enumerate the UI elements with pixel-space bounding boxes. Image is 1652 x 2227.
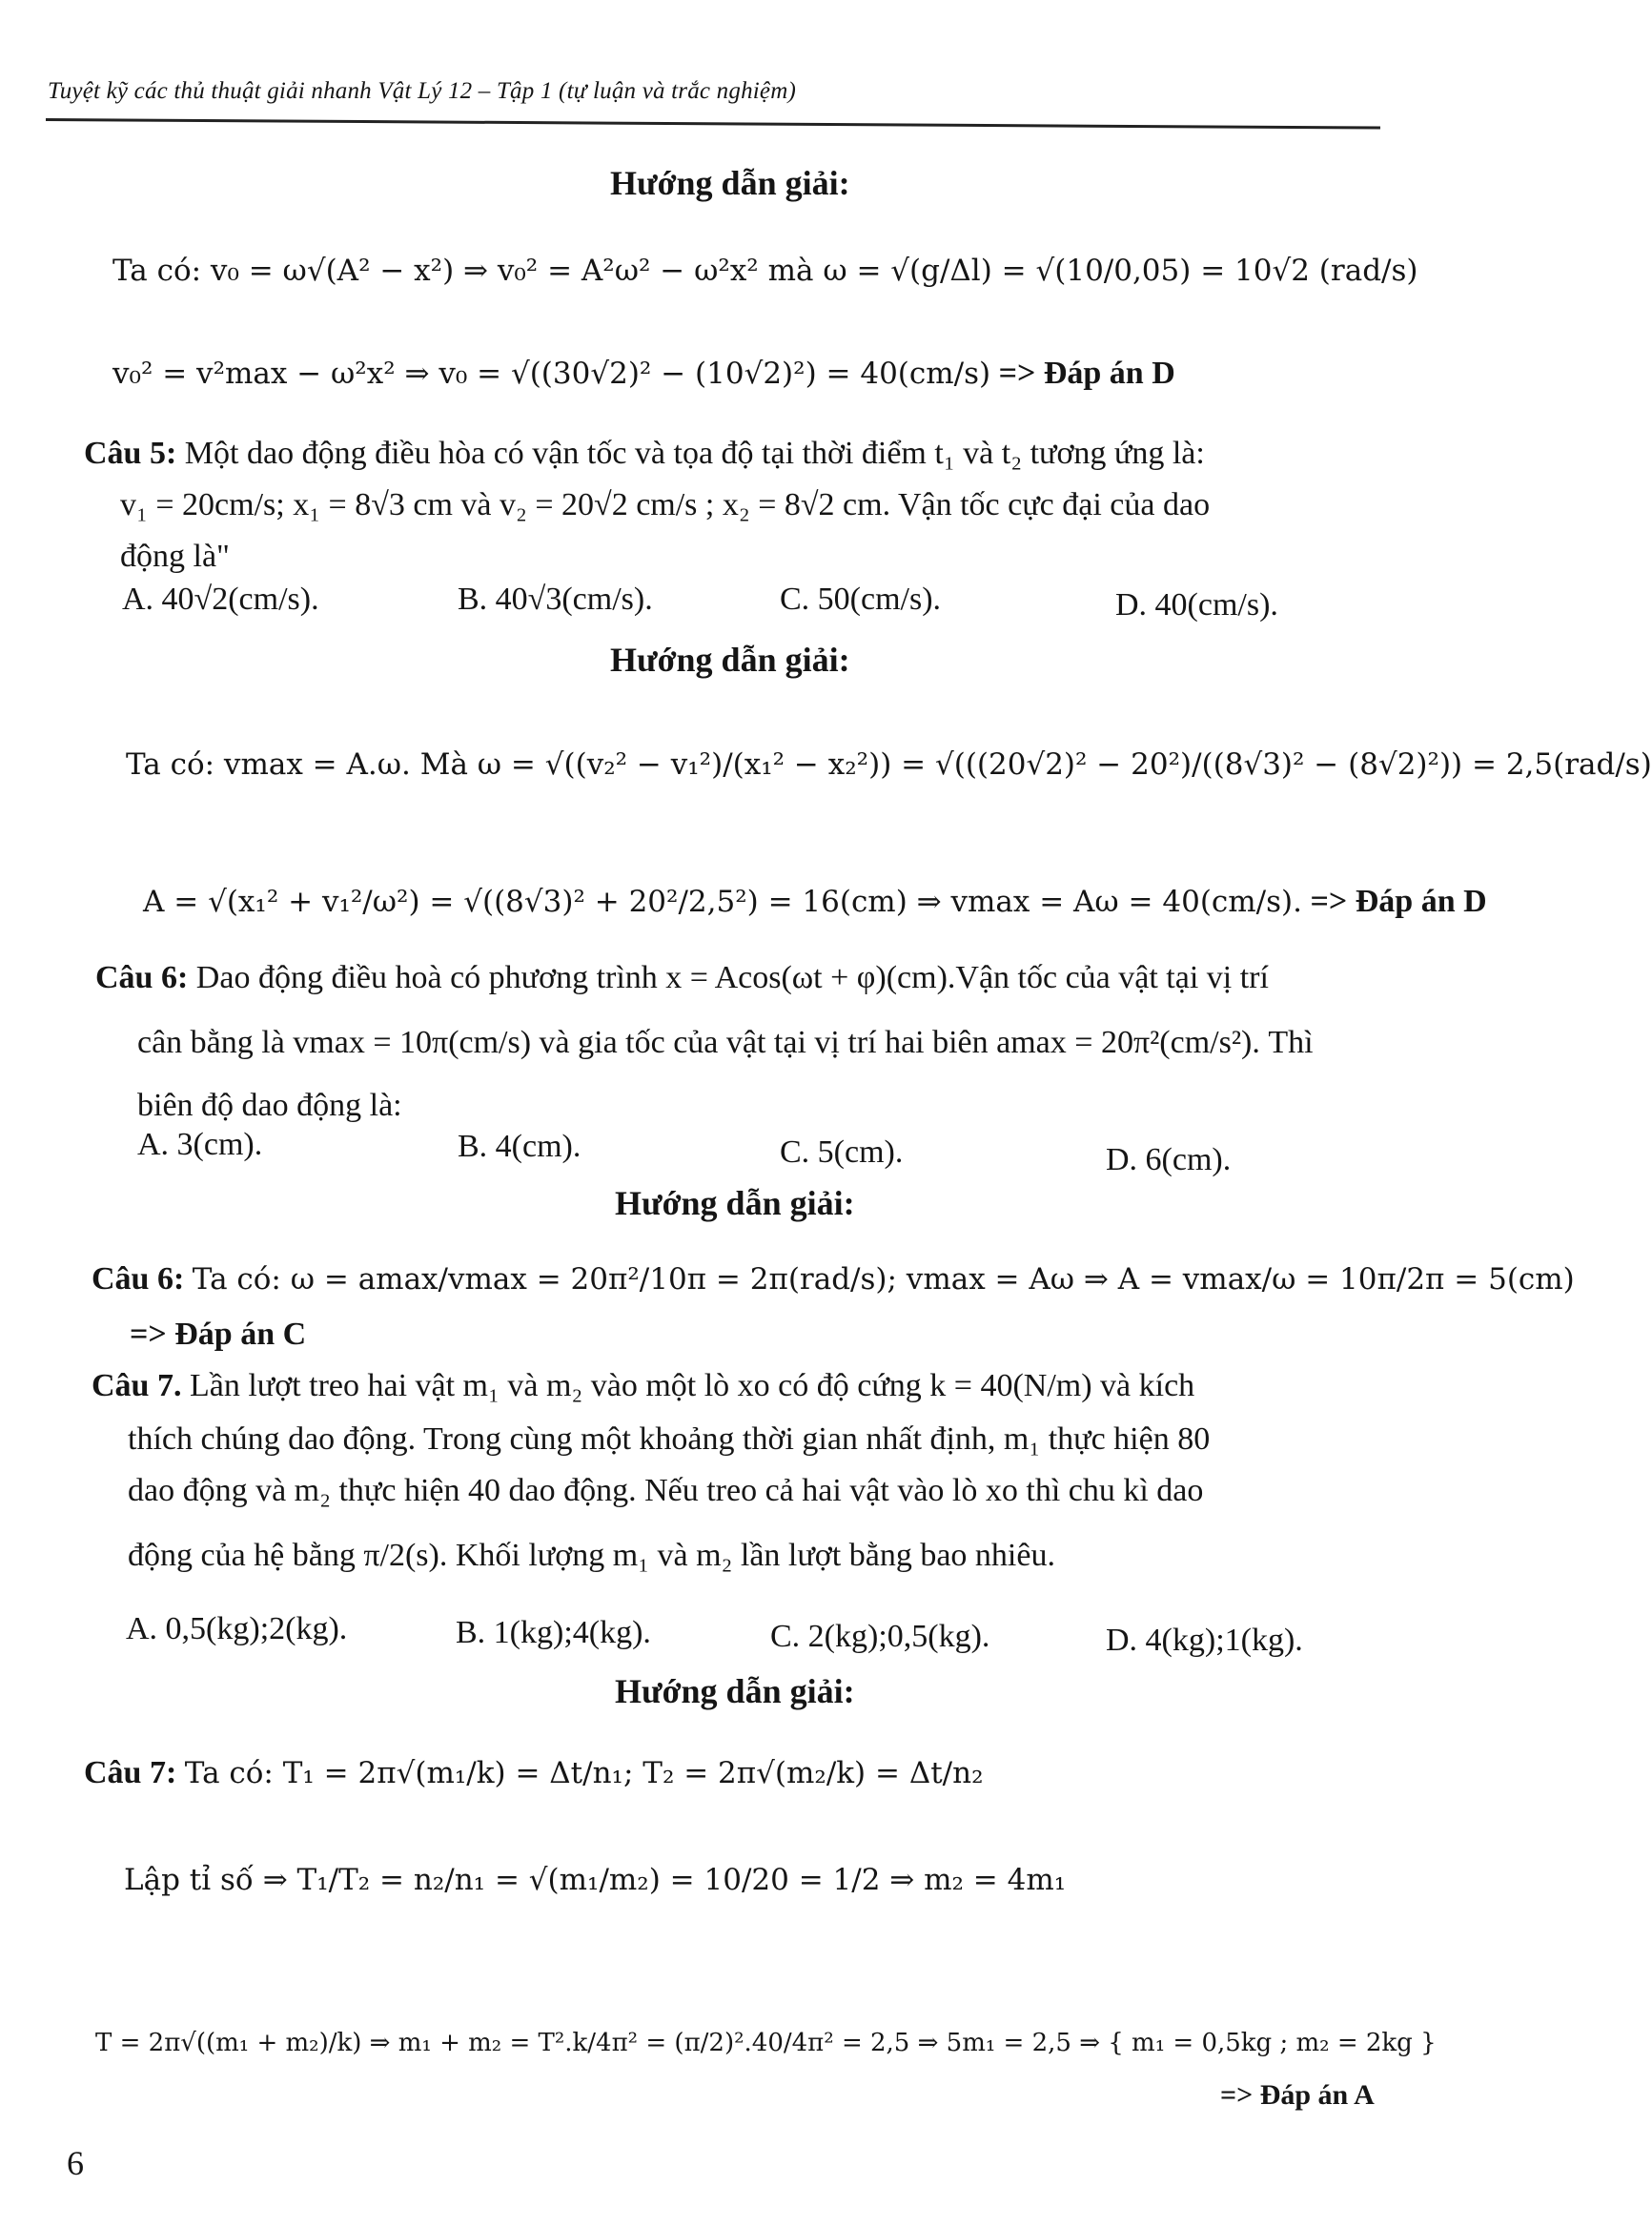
q5-label: Câu 5: (84, 436, 177, 471)
q6-solution-label: Câu 6: (92, 1261, 185, 1297)
q6-option-b: B. 4(cm). (458, 1129, 581, 1164)
q5-option-b: B. 40√3(cm/s). (458, 582, 653, 617)
q7-option-d: D. 4(kg);1(kg). (1106, 1623, 1303, 1658)
q5-answer: => Đáp án D (1310, 884, 1487, 919)
q7-solution-line1: Ta có: T₁ = 2π√(m₁/k) = Δt/n₁; T₂ = 2π√(m₂/k) = Δt/n₂ (184, 1756, 984, 1790)
q6-label: Câu 6: (95, 960, 189, 995)
q6-text2: cân bằng là vmax = 10π(cm/s) và gia tốc của vật tại vị trí hai biên amax = 20π²(cm/s²). Thì (137, 1025, 1314, 1060)
q4-answer: => Đáp án D (998, 356, 1175, 391)
q5-option-c: C. 50(cm/s). (780, 582, 942, 617)
q5-option-a: A. 40√2(cm/s). (122, 582, 319, 617)
q7-solution-line1-wrap (84, 1752, 984, 1794)
q5-solution-line1: Ta có: vmax = A.ω. Mà ω = √((v₂² − v₁²)/(x₁² − x₂²)) = √(((20√2)² − 20²)/((8√3)² − (8√2)²)) = 2,5(rad/s) (126, 747, 1652, 782)
q6-text1: Dao động điều hoà có phương trình x = Acos(ωt + φ)(cm).Vận tốc của vật tại vị trí (195, 960, 1269, 995)
q7-label: Câu 7. (92, 1368, 182, 1403)
q5-solution-line2-wrap (143, 881, 1487, 923)
q7-text4: động của hệ bằng π/2(s). Khối lượng m₁ và m₂ lần lượt bằng bao nhiêu. (128, 1538, 1055, 1573)
q7-text2: thích chúng dao động. Trong cùng một khoảng thời gian nhất định, m₁ thực hiện 80 (128, 1421, 1211, 1457)
q5-text2: v₁ = 20cm/s; x₁ = 8√3 cm và v₂ = 20√2 cm/s ; x₂ = 8√2 cm. Vận tốc cực đại của dao (120, 487, 1211, 522)
q4-solution-line2: v₀² = v²max − ω²x² ⇒ v₀ = √((30√2)² − (10√2)²) = 40(cm/s) (112, 357, 991, 391)
q6-solution-heading: Hướng dẫn giải: (615, 1184, 855, 1222)
header-rule (46, 118, 1380, 130)
q5-option-d: D. 40(cm/s). (1115, 587, 1278, 623)
q5-text1: Một dao động điều hòa có vận tốc và tọa độ tại thời điểm t₁ và t₂ tương ứng là: (184, 436, 1205, 471)
q7-solution-line3-wrap (95, 2021, 1437, 2064)
q6-option-d: D. 6(cm). (1106, 1142, 1232, 1177)
q7-text3: dao động và m₂ thực hiện 40 dao động. Nếu treo cả hai vật vào lò xo thì chu kì dao (128, 1473, 1204, 1508)
q4-solution-line1: Ta có: v₀ = ω√(A² − x²) ⇒ v₀² = A²ω² − ω²x² mà ω = √(g/Δl) = √(10/0,05) = 10√2 (rad/s) (112, 254, 1418, 288)
q5-line1 (84, 433, 1205, 475)
q6-option-a: A. 3(cm). (137, 1127, 263, 1162)
q7-solution-line3: T = 2π√((m₁ + m₂)/k) ⇒ m₁ + m₂ = T².k/4π² = (π/2)².40/4π² = 2,5 ⇒ 5m₁ = 2,5 ⇒ { m₁ = 0,5kg ; m₂ = 2kg } (95, 2029, 1437, 2057)
q5-text3: động là" (120, 539, 230, 574)
q7-line1 (92, 1365, 1194, 1407)
q7-option-c: C. 2(kg);0,5(kg). (770, 1619, 990, 1654)
q4-solution-line2-wrap (112, 353, 1175, 395)
q7-solution-heading: Hướng dẫn giải: (615, 1672, 855, 1710)
q7-solution-label: Câu 7: (84, 1755, 177, 1790)
q7-option-a: A. 0,5(kg);2(kg). (126, 1611, 348, 1646)
q7-text1: Lần lượt treo hai vật m₁ và m₂ vào một lò xo có độ cứng k = 40(N/m) và kích (189, 1368, 1195, 1403)
q7-solution-line2: Lập tỉ số ⇒ T₁/T₂ = n₂/n₁ = √(m₁/m₂) = 10/20 = 1/2 ⇒ m₂ = 4m₁ (124, 1863, 1067, 1897)
q4-solution-heading: Hướng dẫn giải: (610, 164, 850, 202)
q6-solution-line1-wrap (92, 1258, 1575, 1300)
q6-text3: biên độ dao động là: (137, 1088, 402, 1123)
q6-solution-line1: Ta có: ω = amax/vmax = 20π²/10π = 2π(rad/s); vmax = Aω ⇒ A = vmax/ω = 10π/2π = 5(cm) (192, 1262, 1575, 1297)
q6-answer: => Đáp án C (130, 1317, 307, 1352)
q6-option-c: C. 5(cm). (780, 1134, 904, 1170)
q5-solution-line2: A = √(x₁² + v₁²/ω²) = √((8√3)² + 20²/2,5²) = 16(cm) ⇒ vmax = Aω = 40(cm/s). (143, 885, 1302, 919)
q5-solution-heading: Hướng dẫn giải: (610, 641, 850, 679)
q7-answer: => Đáp án A (1220, 2079, 1375, 2111)
page-number: 6 (67, 2144, 84, 2182)
q6-line1 (95, 957, 1269, 999)
page-header: Tuyệt kỹ các thủ thuật giải nhanh Vật Lý 12 – Tập 1 (tự luận và trắc nghiệm) (48, 78, 796, 104)
q7-option-b: B. 1(kg);4(kg). (456, 1615, 651, 1650)
